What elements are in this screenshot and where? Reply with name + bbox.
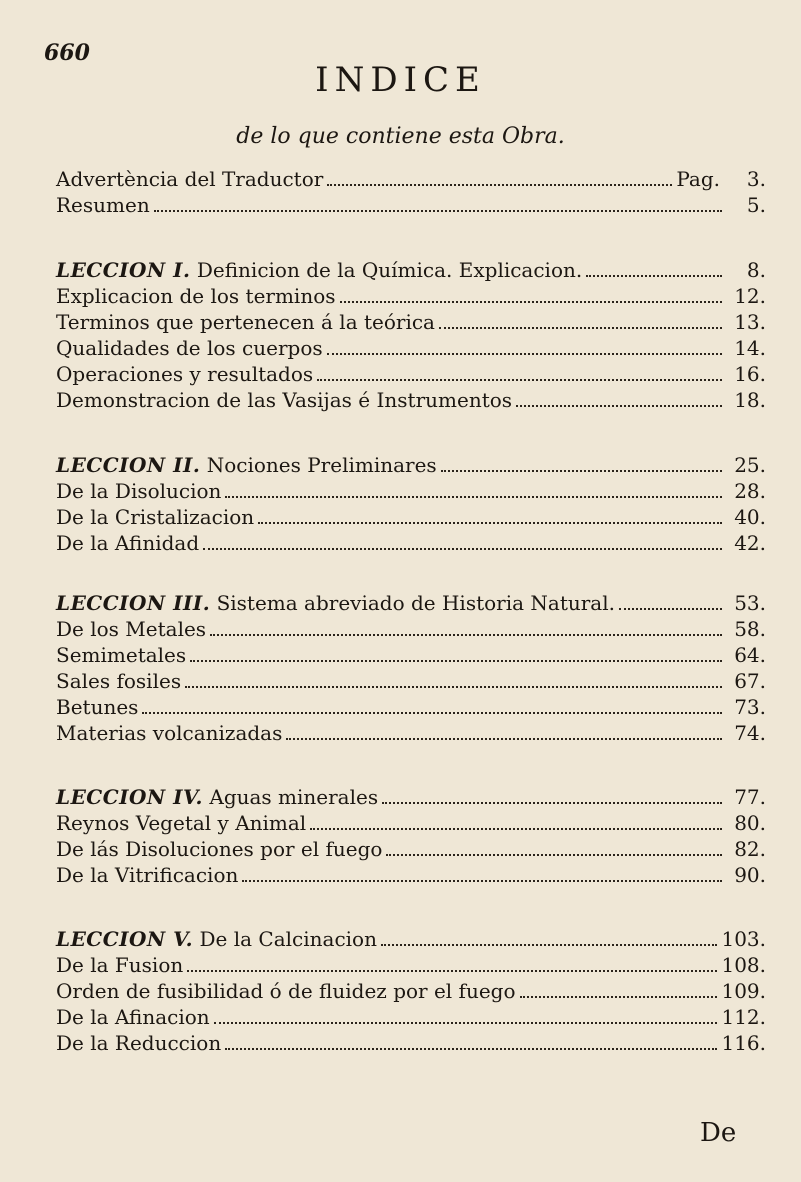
entry-page: 53. — [734, 591, 766, 615]
entry-label: Reynos Vegetal y Animal — [56, 811, 307, 835]
entry-page: 74. — [734, 721, 766, 745]
lesson-number: LECCION IV. — [56, 785, 204, 809]
dot-leader — [286, 738, 722, 740]
entry-label: Explicacion de los terminos — [56, 284, 336, 308]
lesson-heading — [56, 926, 766, 952]
dot-leader — [187, 970, 717, 972]
dot-leader — [386, 854, 722, 856]
dot-leader — [520, 996, 718, 998]
dot-leader — [381, 944, 718, 946]
entry-label: Operaciones y resultados — [56, 362, 314, 386]
entry-label: De la Disolucion — [56, 479, 222, 503]
entry-page: 64. — [734, 643, 766, 667]
dot-leader — [441, 470, 722, 472]
entry-label: Demonstracion de las Vasijas é Instrumentos — [56, 388, 513, 412]
folio-number: 660 — [44, 40, 90, 66]
lesson-1 — [56, 257, 766, 413]
entry-page: 109. — [721, 979, 766, 1003]
lesson-title: Sistema abreviado de Historia Natural. — [216, 591, 615, 615]
entry-page: 40. — [734, 505, 766, 529]
entry-page: 13. — [734, 310, 766, 334]
entry-page: 3. — [746, 167, 766, 191]
entry-label: De la Fusion — [56, 953, 184, 977]
toc-entry — [56, 530, 766, 556]
entry-page: 18. — [734, 388, 766, 412]
toc-entry — [56, 192, 766, 218]
toc-entry — [56, 720, 766, 746]
toc-entry — [56, 309, 766, 335]
entry-label: Resumen — [56, 193, 150, 217]
entry-label: De la Afinacion — [56, 1005, 210, 1029]
toc-entry — [56, 283, 766, 309]
toc-entry — [56, 166, 766, 192]
lesson-number: LECCION II. — [56, 453, 201, 477]
lesson-heading — [56, 784, 766, 810]
lesson-title: De la Calcinacion — [199, 927, 377, 951]
toc-entry — [56, 335, 766, 361]
dot-leader — [317, 379, 722, 381]
entry-page: 8. — [746, 258, 766, 282]
dot-leader — [258, 522, 722, 524]
lesson-3 — [56, 590, 766, 746]
lesson-heading — [56, 257, 766, 283]
entry-page: 77. — [734, 785, 766, 809]
entry-label: Advertència del Traductor — [56, 167, 324, 191]
toc-entry — [56, 862, 766, 888]
toc-entry — [56, 478, 766, 504]
entry-page: 25. — [734, 453, 766, 477]
dot-leader — [203, 548, 722, 550]
lesson-4 — [56, 784, 766, 888]
entry-page: 14. — [734, 336, 766, 360]
entry-page: 116. — [721, 1031, 766, 1055]
entry-page: 58. — [734, 617, 766, 641]
entry-label: Semimetales — [56, 643, 187, 667]
entry-label: Qualidades de los cuerpos — [56, 336, 323, 360]
entry-page: 103. — [721, 927, 766, 951]
entry-page: 12. — [734, 284, 766, 308]
entry-page: 108. — [721, 953, 766, 977]
pag-prefix: Pag. — [676, 167, 720, 191]
dot-leader — [327, 353, 722, 355]
entry-label: Terminos que pertenecen á la teórica — [56, 310, 435, 334]
entry-page: 73. — [734, 695, 766, 719]
dot-leader — [154, 210, 722, 212]
dot-leader — [310, 828, 722, 830]
entry-page: 28. — [734, 479, 766, 503]
entry-label: Materias volcanizadas — [56, 721, 283, 745]
entry-page: 112. — [721, 1005, 766, 1029]
toc-entry — [56, 642, 766, 668]
dot-leader — [210, 634, 722, 636]
dot-leader — [439, 327, 722, 329]
toc-entry — [56, 504, 766, 530]
dot-leader — [516, 405, 722, 407]
front-matter — [56, 166, 766, 218]
dot-leader — [190, 660, 722, 662]
dot-leader — [619, 608, 722, 610]
entry-label: De la Vitrificacion — [56, 863, 239, 887]
lesson-heading — [56, 452, 766, 478]
lesson-title: Nociones Preliminares — [206, 453, 437, 477]
entry-label: Orden de fusibilidad ó de fluidez por el fuego — [56, 979, 516, 1003]
dot-leader — [225, 496, 722, 498]
dot-leader — [214, 1022, 718, 1024]
entry-page: 42. — [734, 531, 766, 555]
dot-leader — [327, 184, 672, 186]
toc-entry — [56, 1030, 766, 1056]
entry-page: 5. — [746, 193, 766, 217]
dot-leader — [185, 686, 722, 688]
lesson-5 — [56, 926, 766, 1056]
dot-leader — [225, 1048, 717, 1050]
toc-entry — [56, 387, 766, 413]
lesson-heading — [56, 590, 766, 616]
page-subtitle: de lo que contiene esta Obra. — [236, 124, 565, 149]
lesson-title: Aguas minerales — [209, 785, 379, 809]
dot-leader — [142, 712, 722, 714]
entry-label: De la Afinidad — [56, 531, 200, 555]
entry-page: 16. — [734, 362, 766, 386]
toc-entry — [56, 1004, 766, 1030]
dot-leader — [382, 802, 722, 804]
entry-label: De la Reduccion — [56, 1031, 222, 1055]
catchword: De — [700, 1118, 737, 1148]
lesson-number: LECCION V. — [56, 927, 194, 951]
dot-leader — [586, 275, 722, 277]
entry-page: 90. — [734, 863, 766, 887]
dot-leader — [340, 301, 722, 303]
entry-label: Betunes — [56, 695, 139, 719]
entry-label: Sales fosiles — [56, 669, 182, 693]
lesson-number: LECCION III. — [56, 591, 211, 615]
toc-entry — [56, 361, 766, 387]
entry-label: De lás Disoluciones por el fuego — [56, 837, 383, 861]
lesson-title: Definicion de la Química. Explicacion. — [196, 258, 583, 282]
dot-leader — [242, 880, 722, 882]
entry-label: De la Cristalizacion — [56, 505, 255, 529]
toc-entry — [56, 836, 766, 862]
lesson-2 — [56, 452, 766, 556]
toc-entry — [56, 616, 766, 642]
toc-entry — [56, 978, 766, 1004]
entry-page: 80. — [734, 811, 766, 835]
entry-label: De los Metales — [56, 617, 207, 641]
lesson-number: LECCION I. — [56, 258, 191, 282]
toc-entry — [56, 810, 766, 836]
entry-page: 82. — [734, 837, 766, 861]
page-title: INDICE — [315, 60, 486, 100]
entry-page: 67. — [734, 669, 766, 693]
toc-entry — [56, 694, 766, 720]
toc-entry — [56, 668, 766, 694]
toc-entry — [56, 952, 766, 978]
